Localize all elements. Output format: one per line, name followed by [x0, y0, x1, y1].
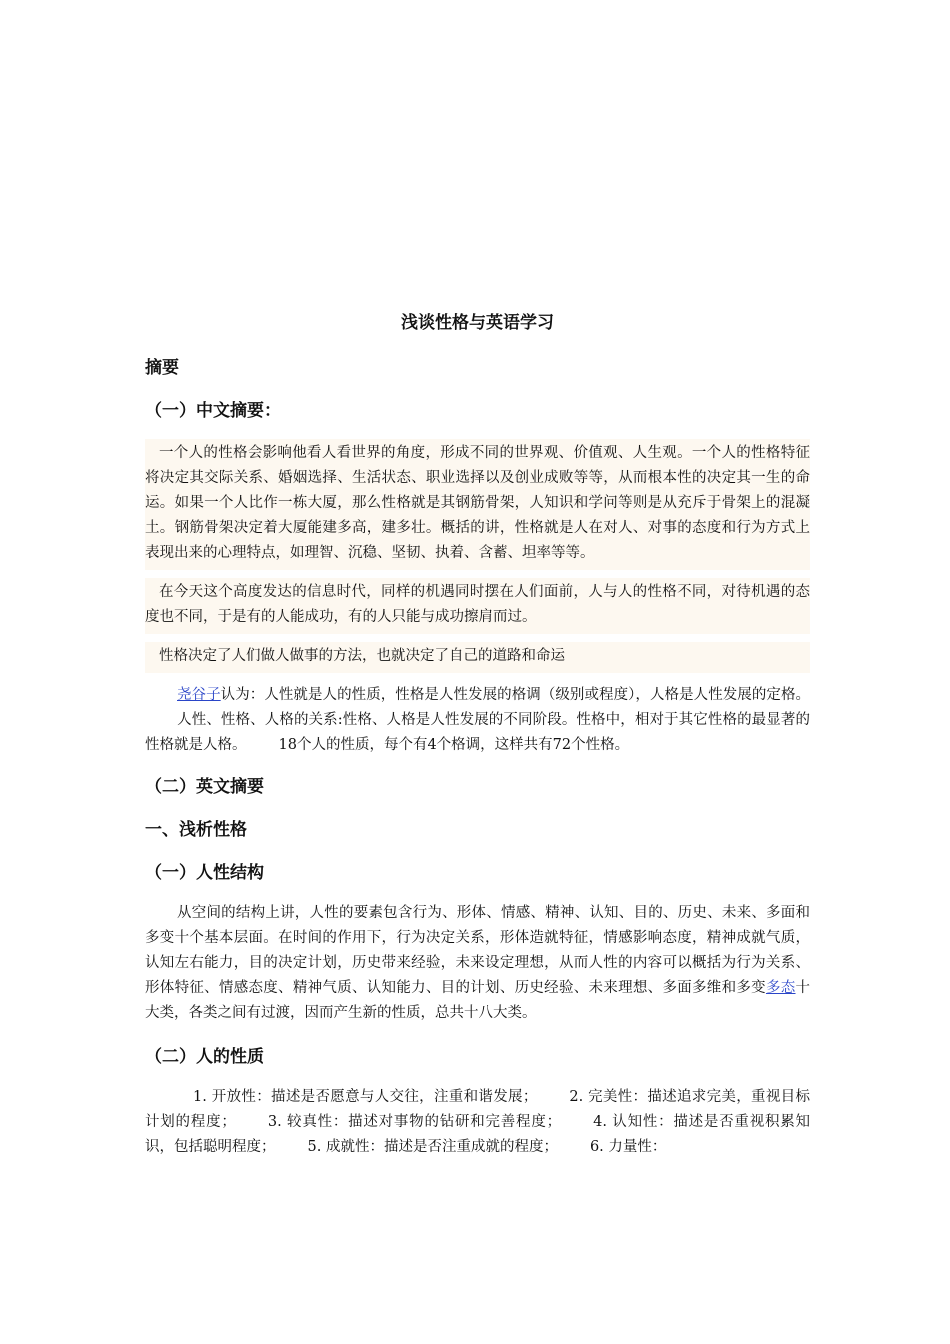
shaded-block-1	[145, 439, 810, 570]
paragraph-properties-list	[145, 1085, 810, 1160]
property-achievement: 5. 成就性：描述是否注重成就的程度；	[307, 1139, 558, 1155]
text-structure-main: 从空间的结构上讲，人性的要素包含行为、形体、情感、精神、认知、目的、历史、未来、多面和多变十个基本层面。在时间的作用下，行为决定关系，形体造就特征，情感影响态度，精神成就气质，认知左右能力，目的决定计划，历史带来经验，未来设定理想，从而人性的内容可以概括为行为关系、形体特征、情感态度、精神气质、认知能力、目的计划、历史经验、未来理想、多面多维和多变	[145, 905, 810, 996]
text-relationship: 人性、性格、人格的关系:性格、人格是人性发展的不同阶段。性格中，相对于其它性格的最显著的性格就是人格。	[145, 712, 810, 753]
property-openness: 1. 开放性：描述是否愿意与人交往，注重和谐发展；	[193, 1089, 538, 1105]
paragraph-personality-intro: 一个人的性格会影响他看人看世界的角度，形成不同的世界观、价值观、人生观。一个人的性格特征将决定其交际关系、婚姻选择、生活状态、职业选择以及创业成败等等，从而根本性的决定其一生的命运。如果一个人比作一栋大厦，那么性格就是其钢筋骨架，人知识和学问等则是从充斥于骨架上的混凝土。钢筋骨架决定着大厦能建多高，建多壮。概括的讲，性格就是人在对人、对事的态度和行为方式上表现出来的心理特点，如理智、沉稳、坚韧、执着、含蓄、坦率等等。	[145, 445, 810, 561]
heading-english-abstract: （二）英文摘要	[145, 777, 264, 797]
paragraph-personality-decides: 性格决定了人们做人做事的方法，也就决定了自己的道路和命运	[159, 648, 565, 664]
paragraph-structure	[145, 901, 810, 1026]
property-perfection: 2. 完美性：描述追求完美，重视目标计划的程度；	[145, 1089, 810, 1130]
paragraph-yaoguzi	[145, 683, 810, 758]
property-seriousness: 3. 较真性：描述对事物的钻研和完善程度；	[267, 1114, 562, 1130]
document-body	[145, 308, 810, 1174]
document-title: 浅谈性格与英语学习	[401, 313, 554, 333]
paragraph-information-age: 在今天这个高度发达的信息时代，同样的机遇同时摆在人们面前，人与人的性格不同，对待机遇的态度也不同，于是有的人能成功，有的人只能与成功擦肩而过。	[145, 584, 810, 625]
heading-chinese-abstract: （一）中文摘要：	[145, 401, 281, 421]
property-cognition: 4. 认知性：描述是否重视积累知识，包括聪明程度；	[145, 1114, 811, 1155]
shaded-block-3	[145, 642, 810, 673]
link-yaoguzi[interactable]: 尧谷子	[177, 687, 221, 703]
heading-section-1: 一、浅析性格	[145, 820, 247, 840]
shaded-block-2	[145, 578, 810, 634]
text-yaoguzi-view: 认为：人性就是人的性质，性格是人性发展的格调（级别或程度），人格是人性发展的定格。	[220, 687, 811, 703]
property-strength: 6. 力量性：	[589, 1139, 667, 1155]
heading-abstract: 摘要	[145, 358, 179, 378]
text-72-personalities: 18个人的性质，每个有4个格调，这样共有72个性格。	[278, 737, 630, 753]
link-polymorphism[interactable]: 多态	[765, 980, 796, 996]
text-structure-end: 十大类，各类之间有过渡，因而产生新的性质，总共十八大类。	[145, 980, 811, 1021]
heading-human-nature-structure: （一）人性结构	[145, 863, 264, 883]
heading-human-nature-properties: （二）人的性质	[145, 1047, 264, 1067]
